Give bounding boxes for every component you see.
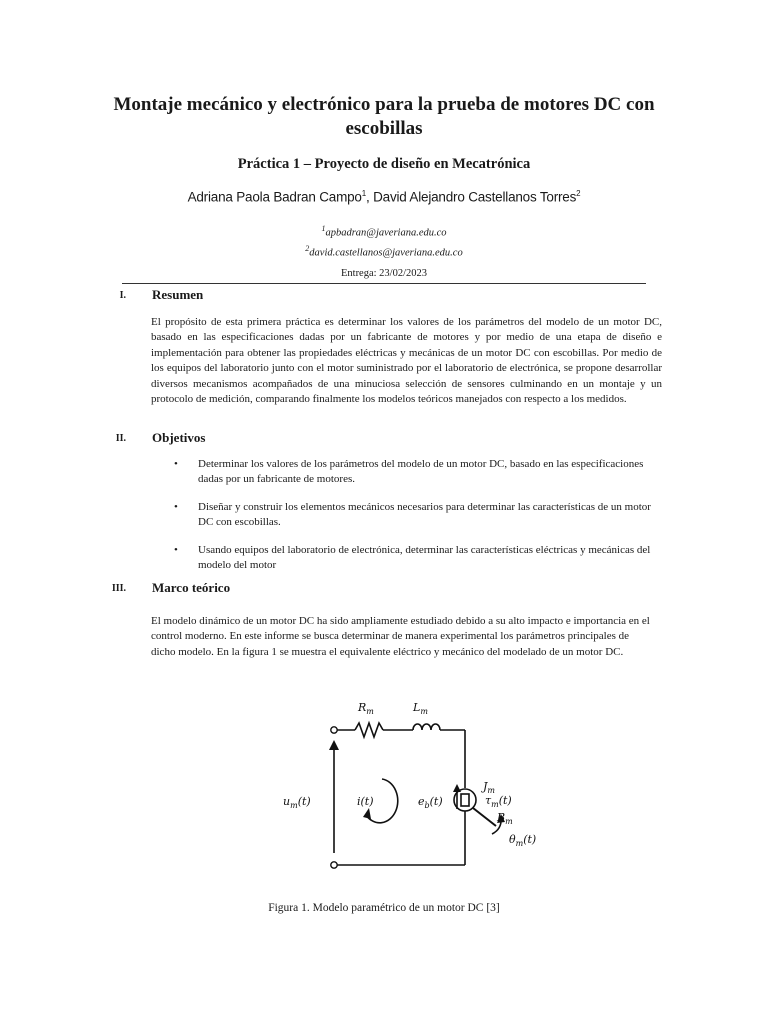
- motor-shaft: [473, 808, 496, 826]
- circuit-diagram: [270, 693, 560, 888]
- objective-text: Determinar los valores de los parámetros del modelo de un motor DC, basado en las especificaciones dadas por un fabricante de motores.: [198, 458, 644, 486]
- abstract-paragraph: El propósito de esta primera práctica es determinar los valores de los parámetros del modelo de un motor DC, basado en las especificaciones dadas por un fabricante de motores y por medio de una etapa de diseño e implementación para obtener las propiedades eléctricas y mecánicas de un motor DC con escobillas. Por medio de los equipos del laboratorio junto con el motor suministrado por el laboratorio de electrónica, se propone desarrollar diversos mecanismos acompañados de una minuciosa selección de sensores culminando en un montaje y un protocolo de medición, comparando finalmente los modelos teóricos manejados con respecto a los medidos.: [151, 316, 662, 406]
- delivery-date: Entrega: 23/02/2023: [340, 268, 428, 279]
- inductor-symbol: [413, 724, 440, 730]
- paper-subtitle: Práctica 1 – Proyecto de diseño en Mecatrónica: [237, 156, 531, 172]
- email-mark: 2: [305, 243, 310, 253]
- section-title-resumen: Resumen: [152, 287, 204, 302]
- list-item: [151, 543, 651, 574]
- list-item: [151, 457, 651, 488]
- author-name: David Alejandro Castellanos Torres: [373, 189, 577, 205]
- emf-label: $e_b(t)$: [418, 795, 443, 810]
- objective-text: Diseñar y construir los elementos mecánicos necesarios para determinar las características de un motor DC con escobillas.: [198, 500, 651, 529]
- theory-paragraph: El modelo dinámico de un motor DC ha sido ampliamente estudiado debido a su alto impacto e importancia en el control moderno. En este informe se busca determinar de manera experimental los parámetros principales de dicho modelo. En la figura 1 se muestra el equivalente eléctrico y mecánico del modelado de un motor DC.: [151, 615, 650, 658]
- section-title-marco-teorico: Marco teórico: [152, 580, 231, 595]
- section-number: I.: [119, 290, 126, 301]
- author-mark: 2: [576, 189, 581, 198]
- emf-arrowhead: [453, 784, 461, 792]
- email-line: [110, 221, 658, 241]
- section-number: II.: [115, 433, 126, 444]
- friction-label: $B_m$: [497, 811, 513, 826]
- torque-label: $\tau_m(t)$: [485, 794, 512, 809]
- author-email[interactable]: apbadran@javeriana.edu.co: [325, 227, 447, 239]
- resistor-label: $R_m$: [358, 701, 374, 716]
- inductor-label: $L_m$: [413, 701, 428, 716]
- current-arrowhead: [363, 808, 371, 819]
- author-emails: [110, 221, 658, 260]
- bullet-icon: •: [174, 500, 178, 513]
- bullet-icon: •: [174, 543, 178, 556]
- angle-label: $\theta_m(t)$: [509, 833, 537, 848]
- section-number: III.: [111, 583, 126, 594]
- list-item: [151, 500, 651, 531]
- objective-text: Usando equipos del laboratorio de electrónica, determinar las características eléctricas y mecánicas del modelo del motor: [198, 543, 651, 572]
- section-title-objetivos: Objetivos: [152, 430, 206, 445]
- voltage-label: $u_m(t)$: [283, 795, 311, 810]
- objectives-list: [151, 457, 651, 585]
- inertia-label: $J_m$: [483, 780, 496, 795]
- bullet-icon: •: [174, 458, 178, 470]
- motor-brush: [461, 794, 469, 806]
- motor-circuit-figure: [270, 693, 560, 888]
- voltage-arrowhead: [329, 740, 339, 750]
- email-mark: 1: [321, 224, 326, 233]
- email-line: [110, 241, 658, 261]
- author-separator: ,: [365, 189, 374, 205]
- resistor-symbol: [355, 723, 383, 737]
- header-divider: [122, 283, 646, 284]
- figure-caption: Figura 1. Modelo paramétrico de un motor DC [3]: [268, 902, 500, 914]
- author-list: [110, 189, 658, 205]
- terminal-top: [331, 727, 337, 733]
- author-mark: 1: [361, 189, 366, 198]
- author-email[interactable]: david.castellanos@javeriana.edu.co: [309, 247, 463, 258]
- current-label: i(t): [357, 795, 374, 808]
- paper-title: Montaje mecánico y electrónico para la prueba de motores DC con escobillas: [113, 94, 655, 139]
- terminal-bottom: [331, 862, 337, 868]
- author-name: Adriana Paola Badran Campo: [187, 189, 362, 205]
